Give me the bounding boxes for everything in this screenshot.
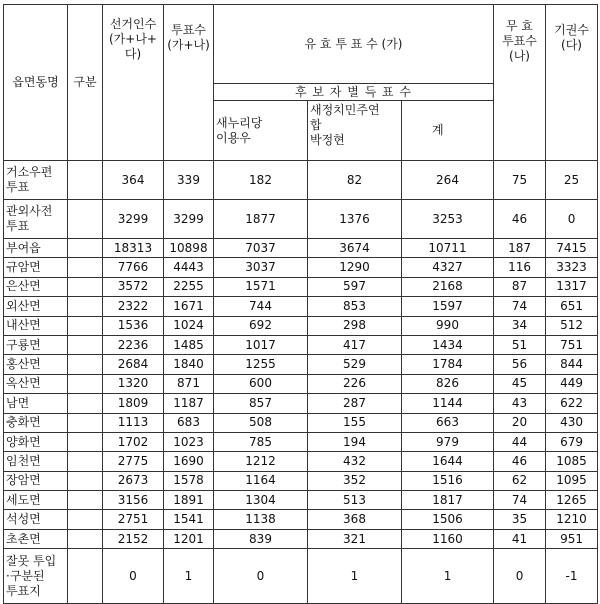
candidate-1-votes-cell: 839	[214, 529, 308, 548]
voters-cell: 339	[164, 161, 214, 200]
electors-cell: 2322	[103, 297, 164, 316]
candidate-1-votes-cell: 1212	[214, 452, 308, 471]
region-cell: 석성면	[4, 510, 68, 529]
header-voters: 투표수 (가+나)	[164, 5, 214, 161]
candidate-1-votes-cell: 182	[214, 161, 308, 200]
candidate-2-votes-cell: 3674	[308, 239, 402, 258]
region-cell: 장암면	[4, 471, 68, 490]
abstain-cell: 25	[546, 161, 598, 200]
invalid-cell: 43	[494, 394, 546, 413]
candidate-1-votes-cell: 600	[214, 374, 308, 393]
electors-cell: 2684	[103, 355, 164, 374]
region-cell: 충화면	[4, 413, 68, 432]
header-candidate-2: 새정치민주연 합 박정현	[308, 101, 402, 161]
region-cell: 남면	[4, 394, 68, 413]
abstain-cell: 0	[546, 200, 598, 239]
candidate-2-votes-cell: 287	[308, 394, 402, 413]
candidate-2-votes-cell: 321	[308, 529, 402, 548]
electors-cell: 0	[103, 549, 164, 604]
electors-cell: 1702	[103, 432, 164, 451]
type-cell	[68, 355, 103, 374]
header-region: 읍면동명	[4, 5, 68, 161]
type-cell	[68, 491, 103, 510]
voters-cell: 1187	[164, 394, 214, 413]
valid-total-cell: 663	[402, 413, 494, 432]
electors-cell: 3572	[103, 277, 164, 296]
header-valid: 유 효 투 표 수 (가)	[214, 5, 494, 84]
table-row	[4, 432, 598, 451]
invalid-cell: 35	[494, 510, 546, 529]
valid-total-cell: 1817	[402, 491, 494, 510]
electors-cell: 2751	[103, 510, 164, 529]
invalid-cell: 75	[494, 161, 546, 200]
region-cell: 임천면	[4, 452, 68, 471]
table-row	[4, 510, 598, 529]
voters-cell: 1024	[164, 316, 214, 335]
candidate-2-votes-cell: 298	[308, 316, 402, 335]
invalid-cell: 116	[494, 258, 546, 277]
type-cell	[68, 316, 103, 335]
type-cell	[68, 239, 103, 258]
type-cell	[68, 297, 103, 316]
electors-cell: 1536	[103, 316, 164, 335]
candidate-1-votes-cell: 1255	[214, 355, 308, 374]
valid-total-cell: 1516	[402, 471, 494, 490]
region-cell: 은산면	[4, 277, 68, 296]
electors-cell: 3156	[103, 491, 164, 510]
type-cell	[68, 413, 103, 432]
region-cell: 관외사전 투표	[4, 200, 68, 239]
table-row	[4, 335, 598, 354]
voters-cell: 3299	[164, 200, 214, 239]
invalid-cell: 34	[494, 316, 546, 335]
valid-total-cell: 1144	[402, 394, 494, 413]
candidate-1-votes-cell: 1571	[214, 277, 308, 296]
valid-total-cell: 10711	[402, 239, 494, 258]
region-cell: 내산면	[4, 316, 68, 335]
abstain-cell: 1095	[546, 471, 598, 490]
candidate-1-votes-cell: 857	[214, 394, 308, 413]
candidate-2-votes-cell: 853	[308, 297, 402, 316]
table-row	[4, 549, 598, 604]
voters-cell: 683	[164, 413, 214, 432]
candidate-2-votes-cell: 1290	[308, 258, 402, 277]
candidate-2-votes-cell: 513	[308, 491, 402, 510]
region-cell: 거소우편 투표	[4, 161, 68, 200]
candidate-1-votes-cell: 1164	[214, 471, 308, 490]
voters-cell: 2255	[164, 277, 214, 296]
invalid-cell: 51	[494, 335, 546, 354]
table-row	[4, 277, 598, 296]
invalid-cell: 187	[494, 239, 546, 258]
valid-total-cell: 1644	[402, 452, 494, 471]
candidate-1-votes-cell: 1138	[214, 510, 308, 529]
table-row	[4, 452, 598, 471]
candidate-1-votes-cell: 1877	[214, 200, 308, 239]
abstain-cell: 622	[546, 394, 598, 413]
candidate-2-votes-cell: 368	[308, 510, 402, 529]
electors-cell: 18313	[103, 239, 164, 258]
table-row	[4, 394, 598, 413]
voters-cell: 1541	[164, 510, 214, 529]
region-cell: 구룡면	[4, 335, 68, 354]
voters-cell: 871	[164, 374, 214, 393]
electors-cell: 2152	[103, 529, 164, 548]
valid-total-cell: 1506	[402, 510, 494, 529]
region-cell: 잘못 투입 ·구분된 투표지	[4, 549, 68, 604]
invalid-cell: 74	[494, 297, 546, 316]
abstain-cell: -1	[546, 549, 598, 604]
abstain-cell: 512	[546, 316, 598, 335]
candidate-1-votes-cell: 692	[214, 316, 308, 335]
type-cell	[68, 529, 103, 548]
header-electors: 선거인수 (가+나+ 다)	[103, 5, 164, 161]
abstain-cell: 1210	[546, 510, 598, 529]
region-cell: 세도면	[4, 491, 68, 510]
valid-total-cell: 826	[402, 374, 494, 393]
type-cell	[68, 510, 103, 529]
candidate-2-votes-cell: 155	[308, 413, 402, 432]
type-cell	[68, 200, 103, 239]
table-row	[4, 374, 598, 393]
header-by-candidate: 후 보 자 별 득 표 수	[214, 84, 494, 101]
voters-cell: 1201	[164, 529, 214, 548]
abstain-cell: 430	[546, 413, 598, 432]
table-row	[4, 316, 598, 335]
type-cell	[68, 432, 103, 451]
candidate-2-votes-cell: 1376	[308, 200, 402, 239]
type-cell	[68, 258, 103, 277]
voters-cell: 4443	[164, 258, 214, 277]
candidate-1-votes-cell: 0	[214, 549, 308, 604]
valid-total-cell: 1434	[402, 335, 494, 354]
header-abstain: 기권수 (다)	[546, 5, 598, 161]
header-total: 계	[402, 101, 494, 161]
table-row	[4, 471, 598, 490]
header-candidate-1: 새누리당 이용우	[214, 101, 308, 161]
voters-cell: 1690	[164, 452, 214, 471]
abstain-cell: 1317	[546, 277, 598, 296]
candidate-1-votes-cell: 1017	[214, 335, 308, 354]
region-cell: 옥산면	[4, 374, 68, 393]
abstain-cell: 751	[546, 335, 598, 354]
voters-cell: 1485	[164, 335, 214, 354]
invalid-cell: 46	[494, 200, 546, 239]
electors-cell: 364	[103, 161, 164, 200]
type-cell	[68, 374, 103, 393]
header-invalid: 무 효 투표수 (나)	[494, 5, 546, 161]
voters-cell: 1	[164, 549, 214, 604]
invalid-cell: 62	[494, 471, 546, 490]
abstain-cell: 449	[546, 374, 598, 393]
invalid-cell: 56	[494, 355, 546, 374]
electors-cell: 1113	[103, 413, 164, 432]
candidate-2-votes-cell: 529	[308, 355, 402, 374]
invalid-cell: 41	[494, 529, 546, 548]
table-row	[4, 297, 598, 316]
abstain-cell: 7415	[546, 239, 598, 258]
type-cell	[68, 277, 103, 296]
voters-cell: 10898	[164, 239, 214, 258]
electors-cell: 2236	[103, 335, 164, 354]
valid-total-cell: 3253	[402, 200, 494, 239]
invalid-cell: 20	[494, 413, 546, 432]
election-results-table	[3, 4, 598, 604]
candidate-2-votes-cell: 597	[308, 277, 402, 296]
table-row	[4, 529, 598, 548]
invalid-cell: 87	[494, 277, 546, 296]
table-row	[4, 413, 598, 432]
region-cell: 규암면	[4, 258, 68, 277]
abstain-cell: 3323	[546, 258, 598, 277]
candidate-2-votes-cell: 352	[308, 471, 402, 490]
table-row	[4, 355, 598, 374]
electors-cell: 2775	[103, 452, 164, 471]
type-cell	[68, 394, 103, 413]
valid-total-cell: 1160	[402, 529, 494, 548]
voters-cell: 1891	[164, 491, 214, 510]
abstain-cell: 951	[546, 529, 598, 548]
invalid-cell: 44	[494, 432, 546, 451]
electors-cell: 2673	[103, 471, 164, 490]
valid-total-cell: 2168	[402, 277, 494, 296]
invalid-cell: 74	[494, 491, 546, 510]
valid-total-cell: 979	[402, 432, 494, 451]
candidate-2-votes-cell: 82	[308, 161, 402, 200]
region-cell: 양화면	[4, 432, 68, 451]
candidate-1-votes-cell: 744	[214, 297, 308, 316]
type-cell	[68, 452, 103, 471]
candidate-1-votes-cell: 1304	[214, 491, 308, 510]
valid-total-cell: 4327	[402, 258, 494, 277]
candidate-2-votes-cell: 226	[308, 374, 402, 393]
electors-cell: 3299	[103, 200, 164, 239]
abstain-cell: 679	[546, 432, 598, 451]
region-cell: 외산면	[4, 297, 68, 316]
type-cell	[68, 549, 103, 604]
table-row	[4, 491, 598, 510]
region-cell: 부여읍	[4, 239, 68, 258]
valid-total-cell: 1	[402, 549, 494, 604]
valid-total-cell: 1784	[402, 355, 494, 374]
candidate-1-votes-cell: 7037	[214, 239, 308, 258]
header-type: 구분	[68, 5, 103, 161]
type-cell	[68, 335, 103, 354]
electors-cell: 7766	[103, 258, 164, 277]
candidate-1-votes-cell: 508	[214, 413, 308, 432]
region-cell: 홍산면	[4, 355, 68, 374]
abstain-cell: 1085	[546, 452, 598, 471]
voters-cell: 1023	[164, 432, 214, 451]
type-cell	[68, 471, 103, 490]
candidate-1-votes-cell: 785	[214, 432, 308, 451]
valid-total-cell: 990	[402, 316, 494, 335]
table-row	[4, 161, 598, 200]
type-cell	[68, 161, 103, 200]
region-cell: 초촌면	[4, 529, 68, 548]
electors-cell: 1809	[103, 394, 164, 413]
abstain-cell: 651	[546, 297, 598, 316]
candidate-2-votes-cell: 432	[308, 452, 402, 471]
candidate-2-votes-cell: 1	[308, 549, 402, 604]
voters-cell: 1840	[164, 355, 214, 374]
table-row	[4, 258, 598, 277]
abstain-cell: 1265	[546, 491, 598, 510]
invalid-cell: 45	[494, 374, 546, 393]
table-row	[4, 239, 598, 258]
voters-cell: 1578	[164, 471, 214, 490]
invalid-cell: 0	[494, 549, 546, 604]
valid-total-cell: 264	[402, 161, 494, 200]
candidate-2-votes-cell: 194	[308, 432, 402, 451]
valid-total-cell: 1597	[402, 297, 494, 316]
header-row	[4, 5, 598, 84]
abstain-cell: 844	[546, 355, 598, 374]
candidate-1-votes-cell: 3037	[214, 258, 308, 277]
electors-cell: 1320	[103, 374, 164, 393]
invalid-cell: 46	[494, 452, 546, 471]
table-row	[4, 200, 598, 239]
voters-cell: 1671	[164, 297, 214, 316]
candidate-2-votes-cell: 417	[308, 335, 402, 354]
